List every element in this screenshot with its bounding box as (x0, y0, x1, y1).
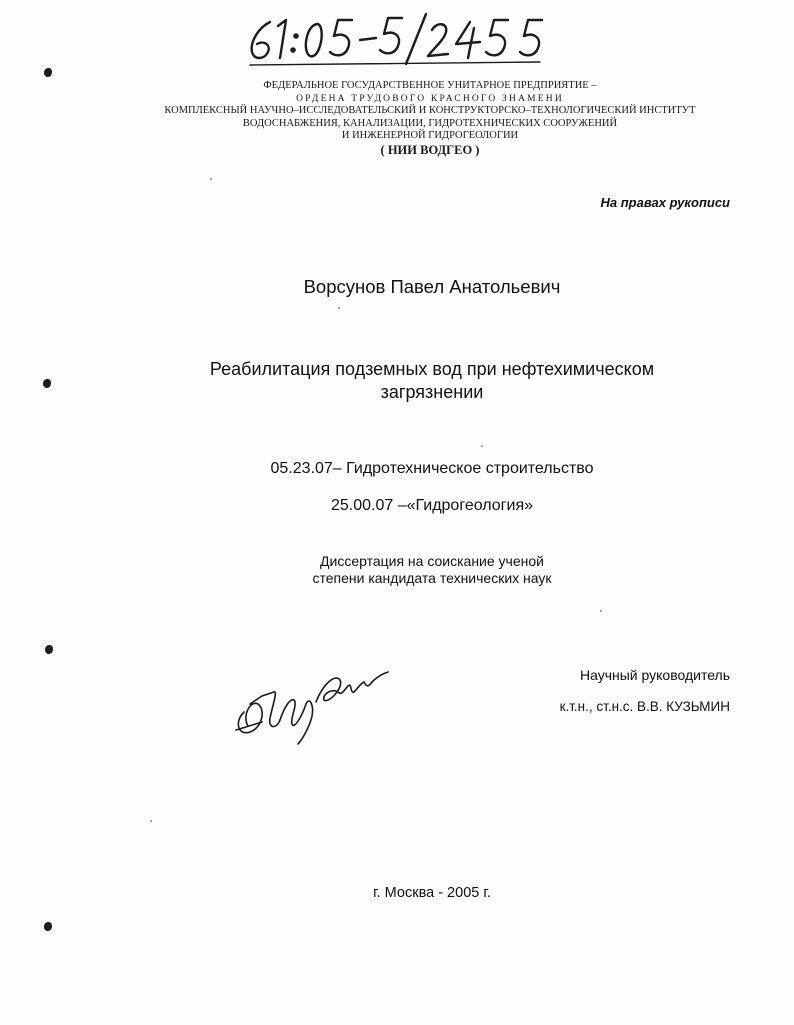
org-line-1: ФЕДЕРАЛЬНОЕ ГОСУДАРСТВЕННОЕ УНИТАРНОЕ ПРЕДПРИЯТИЕ – (263, 80, 597, 91)
org-abbreviation: ( НИИ ВОДГЕО ) (380, 142, 480, 157)
binder-hole (44, 922, 52, 931)
binder-hole (44, 68, 52, 77)
org-line-3: КОМПЛЕКСНЫЙ НАУЧНО–ИССЛЕДОВАТЕЛЬСКИЙ И КОНСТРУКТОРСКО–ТЕХНОЛОГИЧЕСКИЙ ИНСТИТУТ (164, 105, 696, 116)
degree-line-2: степени кандидата технических наук (312, 570, 552, 586)
degree-line-1: Диссертация на соискание ученой (320, 553, 544, 569)
binder-hole (45, 645, 53, 654)
org-line-5: И ИНЖЕНЕРНОЙ ГИДРОГЕОЛОГИИ (341, 130, 519, 141)
title-line-1: Реабилитация подземных вод при нефтехимическом (209, 359, 655, 379)
supervisor-label: Научный руководитель (579, 667, 730, 683)
archive-code-handwritten (230, 8, 560, 68)
org-line-4: ВОДОСНАБЖЕНИЯ, КАНАЛИЗАЦИИ, ГИДРОТЕХНИЧЕСКИХ СООРУЖЕНИЙ (242, 117, 618, 129)
city-year: г. Москва - 2005 г. (373, 885, 491, 901)
supervisor-name: к.т.н., ст.н.с. В.В. КУЗЬМИН (559, 699, 730, 714)
specialty-first: 05.23.07– Гидротехническое строительство (270, 460, 594, 477)
organization-header (130, 80, 730, 156)
author-signature (232, 660, 397, 750)
org-line-2: ОРДЕНА ТРУДОВОГО КРАСНОГО ЗНАМЕНИ (296, 93, 564, 104)
degree-statement (0, 553, 794, 587)
scan-speck (600, 610, 602, 612)
author-name: Ворсунов Павел Анатольевич (303, 276, 561, 297)
scan-speck (210, 178, 212, 180)
title-line-2: загрязнении (380, 382, 484, 402)
scan-speck (338, 307, 340, 309)
scan-speck (150, 820, 152, 822)
dissertation-title (0, 358, 794, 404)
specialty-second: 25.00.07 –«Гидрогеология» (330, 497, 534, 514)
manuscript-note: На правах рукописи (600, 195, 730, 210)
scan-speck (481, 445, 483, 447)
